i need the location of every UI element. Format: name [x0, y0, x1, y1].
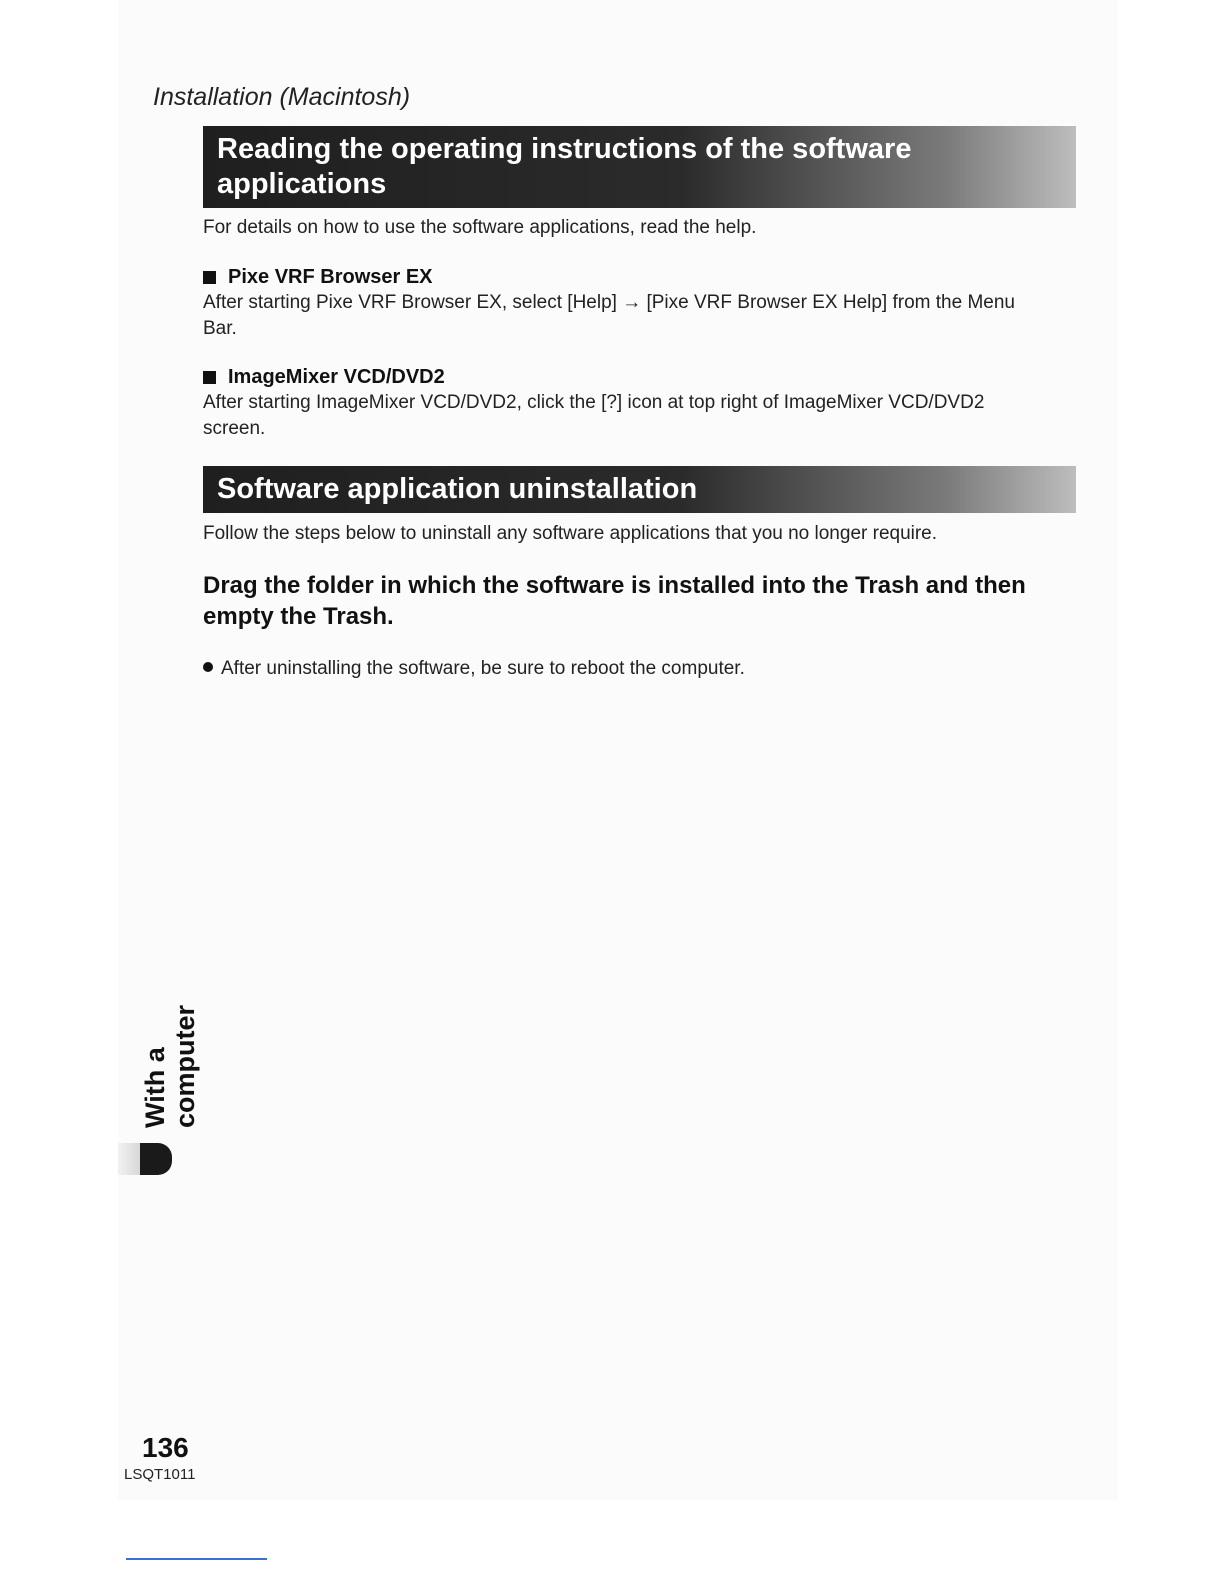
- page-number: 136: [142, 1432, 189, 1463]
- item-text-line: Bar.: [203, 318, 237, 339]
- running-head: Installation (Macintosh): [153, 83, 411, 111]
- section-heading-line-1: Software application uninstallation: [217, 473, 698, 505]
- section-heading-line-2: applications: [217, 168, 387, 200]
- side-tab-marker: [118, 1143, 174, 1175]
- round-bullet-icon: [203, 662, 213, 672]
- section1-intro: For details on how to use the software applications, read the help.: [203, 217, 757, 238]
- uninstall-note: [203, 656, 1073, 682]
- item-text-line: After starting Pixe VRF Browser EX, select [Help] → [Pixe VRF Browser EX Help] from the Menu: [203, 292, 1015, 313]
- square-bullet-icon: [203, 271, 216, 284]
- section-heading-uninstallation: [203, 466, 1076, 513]
- item-text-line: After starting ImageMixer VCD/DVD2, click the [?] icon at top right of ImageMixer VCD/DVD2: [203, 392, 985, 413]
- section2-intro: Follow the steps below to uninstall any software applications that you no longer require.: [203, 523, 938, 544]
- footer-rule: [126, 1558, 267, 1560]
- section-heading-reading-instructions: [203, 126, 1076, 208]
- square-bullet-icon: [203, 371, 216, 384]
- item-text-imagemixer: [203, 390, 1073, 442]
- item-text-line: screen.: [203, 418, 266, 439]
- item-heading-pixe-vrf: [203, 266, 433, 289]
- item-heading-text: Pixe VRF Browser EX: [228, 266, 433, 288]
- note-text: After uninstalling the software, be sure to reboot the computer.: [221, 658, 745, 679]
- item-text-pixe-vrf: [203, 290, 1073, 342]
- uninstall-step: [203, 570, 1083, 632]
- section-heading-line-1: Reading the operating instructions of the software: [217, 133, 912, 165]
- item-heading-text: ImageMixer VCD/DVD2: [228, 366, 445, 388]
- side-tab-label: With a computer: [140, 1004, 200, 1128]
- step-line: Drag the folder in which the software is installed into the Trash and then: [203, 572, 1026, 599]
- document-code: LSQT1011: [124, 1466, 196, 1483]
- side-tab-block: [140, 1143, 172, 1175]
- item-heading-imagemixer: [203, 366, 445, 389]
- step-line: empty the Trash.: [203, 603, 394, 630]
